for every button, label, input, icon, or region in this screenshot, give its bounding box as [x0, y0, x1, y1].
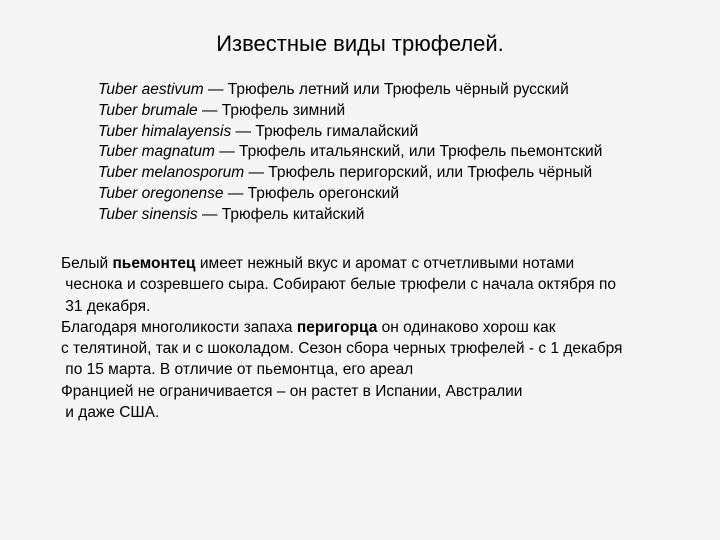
- page-title: Известные виды трюфелей.: [216, 31, 504, 56]
- description-line: по 15 марта. В отличие от пьемонтца, его ареал: [61, 361, 414, 379]
- list-item: [98, 80, 602, 101]
- species-common-name: — Трюфель орегонский: [223, 184, 399, 202]
- description-line: с телятиной, так и с шоколадом. Сезон сбора черных трюфелей - с 1 декабря: [61, 340, 623, 358]
- description-line: 31 декабря.: [61, 297, 151, 315]
- species-latin-name: Tuber sinensis: [98, 205, 198, 223]
- description-text: Благодаря многоликости запаха: [61, 318, 297, 336]
- description-line: и даже США.: [61, 404, 160, 422]
- species-common-name: — Трюфель летний или Трюфель чёрный русский: [203, 81, 569, 98]
- description-line: [61, 317, 622, 338]
- species-latin-name: Tuber magnatum: [98, 143, 215, 161]
- description-text: Белый: [61, 255, 113, 272]
- description-line: Францией не ограничивается – он растет в Испании, Австралии: [61, 382, 523, 400]
- species-common-name: — Трюфель гималайский: [231, 122, 419, 140]
- description-text: имеет нежный вкус и аромат с отчетливыми нотами: [195, 255, 575, 272]
- species-latin-name: Tuber melanosporum: [98, 164, 245, 182]
- list-item: [98, 101, 602, 122]
- species-common-name: — Трюфель перигорский, или Трюфель чёрный: [244, 164, 593, 182]
- species-latin-name: Tuber himalayensis: [98, 122, 232, 140]
- description-line: чеснока и созревшего сыра. Собирают белые трюфели с начала октября по: [61, 276, 617, 294]
- species-latin-name: Tuber aestivum: [98, 81, 204, 98]
- list-item: [98, 184, 602, 205]
- description-line: [61, 253, 622, 274]
- list-item: [98, 122, 602, 143]
- description-text: он одинаково хорош как: [377, 318, 556, 336]
- list-item: [98, 163, 602, 184]
- species-common-name: — Трюфель зимний: [197, 101, 346, 119]
- species-common-name: — Трюфель итальянский, или Трюфель пьемонтский: [214, 143, 603, 161]
- description-paragraph: [61, 253, 622, 423]
- highlight-perigord: перигорца: [296, 318, 378, 336]
- list-item: [98, 142, 602, 163]
- highlight-piemontese: пьемонтец: [112, 255, 196, 272]
- species-latin-name: Tuber oregonense: [98, 184, 224, 202]
- species-list: [98, 80, 602, 226]
- list-item: [98, 205, 602, 226]
- species-latin-name: Tuber brumale: [98, 101, 198, 119]
- species-common-name: — Трюфель китайский: [197, 205, 365, 223]
